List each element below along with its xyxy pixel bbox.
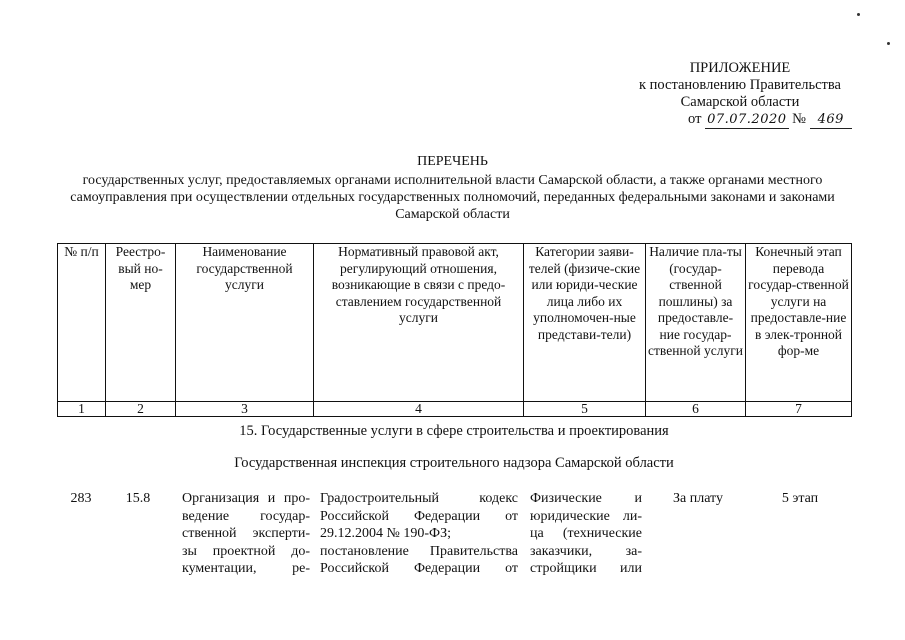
header-table: [57, 243, 852, 417]
number-prefix: №: [792, 111, 806, 127]
electronic-stage: 5 этап: [781, 491, 819, 506]
column-number: 6: [646, 402, 746, 417]
header-cell: Реестро-вый но-мер: [106, 244, 176, 402]
header-cell: Наименование государственной услуги: [176, 244, 314, 402]
header-cell: Категории заяви-телей (физиче-ские или юриди-ческие лица либо их уполномочен-ные представи-тели): [524, 244, 646, 402]
header-cell: № п/п: [58, 244, 106, 402]
scan-speck: [887, 42, 890, 45]
scan-speck: [857, 13, 860, 16]
date-handwritten: 07.07.2020: [707, 112, 787, 127]
appendix-date-line: [600, 111, 880, 129]
applicant-categories: Физические и юридические ли- ца (технические заказчики, за- стройщики или: [530, 491, 642, 576]
header-cell: Конечный этап перевода государ-ственной услуги на предоставле-ние в элек-тронной фор-ме: [746, 244, 852, 402]
document-heading: ПЕРЕЧЕНЬ: [417, 154, 488, 169]
column-number: 3: [176, 402, 314, 417]
column-number: 2: [106, 402, 176, 417]
section-heading: 15. Государственные услуги в сфере строительства и проектирования: [239, 423, 669, 439]
column-number: 5: [524, 402, 646, 417]
agency-heading: Государственная инспекция строительного надзора Самарской области: [234, 455, 674, 471]
number-handwritten: 469: [810, 111, 852, 129]
appendix-block: [600, 60, 880, 129]
row-number: 283: [70, 491, 92, 506]
service-name: Организация и про- ведение государ- ственной эксперти- зы проектной до- кументации, ре-: [182, 491, 310, 576]
column-number: 1: [58, 402, 106, 417]
appendix-line-1: к постановлению Правительства: [639, 77, 841, 93]
legal-act: Градостроительный кодекс Российской Федерации от 29.12.2004 № 190-ФЗ; постановление Правительства Российской Федерации от: [320, 491, 518, 576]
appendix-line-2: Самарской области: [680, 94, 800, 110]
header-cell: Наличие пла-ты (государ-ственной пошлины) за предоставле-ние государ-ственной услуги: [646, 244, 746, 402]
header-cell: Нормативный правовой акт, регулирующий отношения, возникающие в связи с предо-ставлением государственной услуги: [314, 244, 524, 402]
column-number: 4: [314, 402, 524, 417]
fee: За плату: [673, 491, 723, 506]
column-number: 7: [746, 402, 852, 417]
document-subtitle: государственных услуг, предоставляемых органами исполнительной власти Самарской области, а также органами местного самоуправления при осуществлении отдельных государственных полномочий, переданных федеральными законами и законами Самарской области: [70, 173, 835, 222]
appendix-title: ПРИЛОЖЕНИЕ: [689, 60, 791, 76]
row-registry-number: 15.8: [125, 491, 151, 506]
date-prefix: от: [688, 111, 702, 127]
document-title: [40, 153, 865, 223]
